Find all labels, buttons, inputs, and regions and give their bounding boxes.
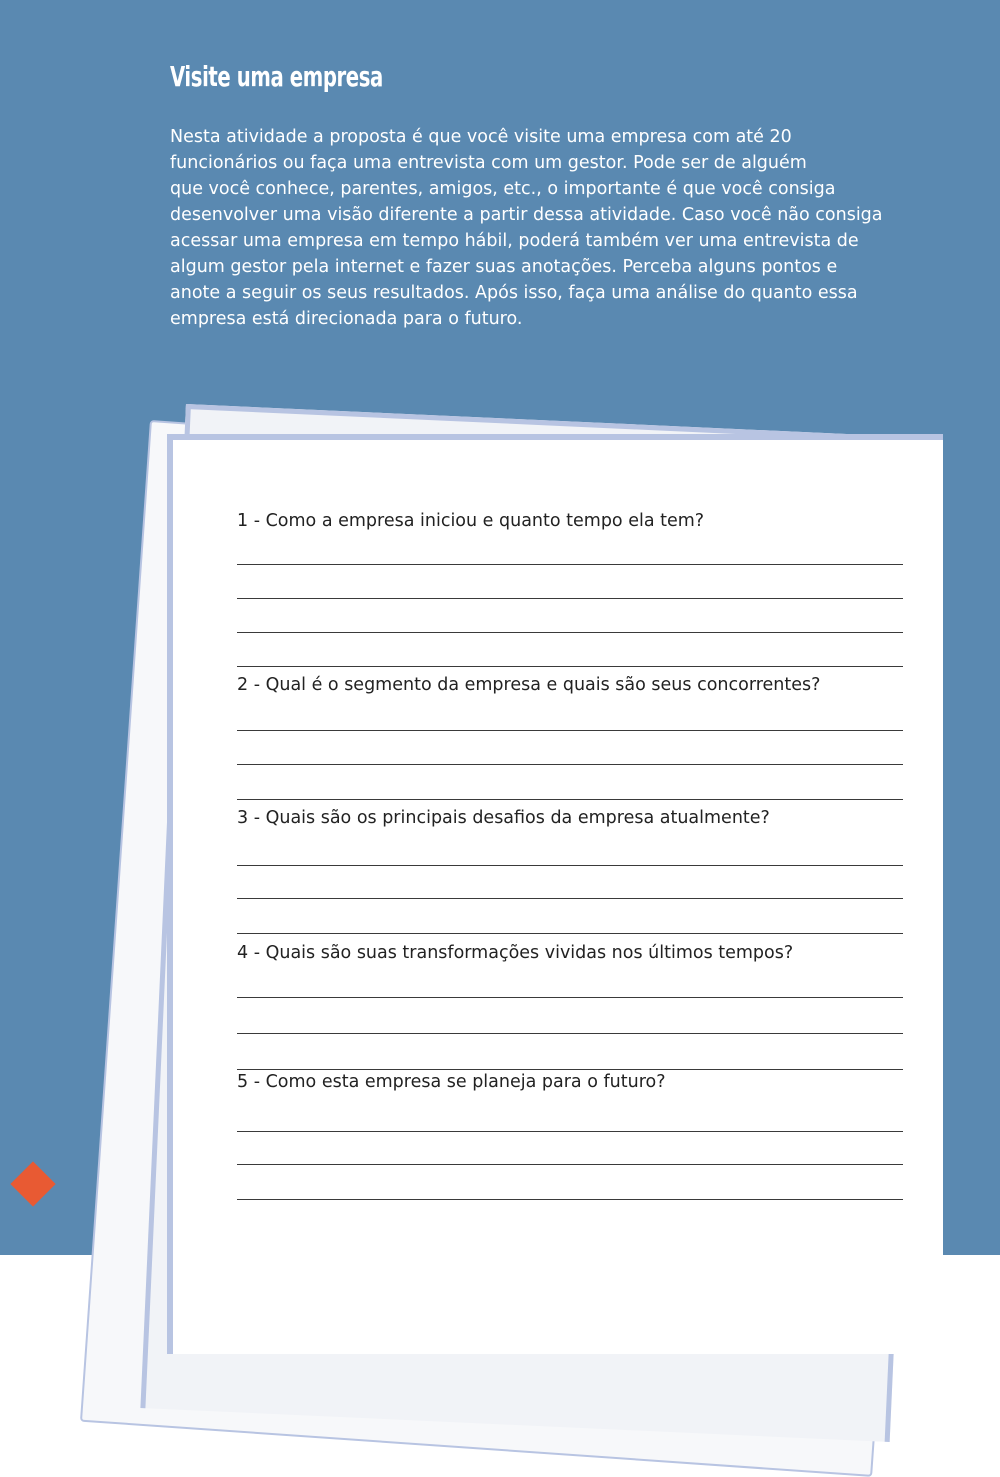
answer-line[interactable] bbox=[237, 799, 903, 800]
answer-line[interactable] bbox=[237, 1199, 903, 1200]
answer-line[interactable] bbox=[237, 1033, 903, 1034]
intro-line: algum gestor pela internet e fazer suas anotações. Perceba alguns pontos e bbox=[170, 257, 838, 277]
intro-line: funcionários ou faça uma entrevista com um gestor. Pode ser de alguém bbox=[170, 153, 807, 173]
answer-line[interactable] bbox=[237, 898, 903, 899]
intro-line: que você conhece, parentes, amigos, etc., o importante é que você consiga bbox=[170, 179, 836, 199]
intro-line: acessar uma empresa em tempo hábil, poderá também ver uma entrevista de bbox=[170, 231, 859, 251]
answer-line[interactable] bbox=[237, 1131, 903, 1132]
answer-line[interactable] bbox=[237, 997, 903, 998]
answer-line[interactable] bbox=[237, 564, 903, 565]
question-5: 5 - Como esta empresa se planeja para o futuro? bbox=[237, 1072, 666, 1092]
answer-line[interactable] bbox=[237, 933, 903, 934]
question-4: 4 - Quais são suas transformações vividas nos últimos tempos? bbox=[237, 943, 794, 963]
answer-line[interactable] bbox=[237, 666, 903, 667]
intro-line: empresa está direcionada para o futuro. bbox=[170, 309, 523, 329]
question-3: 3 - Quais são os principais desafios da empresa atualmente? bbox=[237, 808, 770, 828]
answer-line[interactable] bbox=[237, 1069, 903, 1070]
question-1: 1 - Como a empresa iniciou e quanto tempo ela tem? bbox=[237, 511, 705, 531]
intro-line: desenvolver uma visão diferente a partir dessa atividade. Caso você não consiga bbox=[170, 205, 883, 225]
page-title: Visite uma empresa bbox=[170, 60, 383, 93]
answer-line[interactable] bbox=[237, 1164, 903, 1165]
intro-paragraph bbox=[170, 124, 900, 332]
worksheet-paper bbox=[167, 434, 943, 1354]
intro-line: anote a seguir os seus resultados. Após isso, faça uma análise do quanto essa bbox=[170, 283, 858, 303]
answer-line[interactable] bbox=[237, 632, 903, 633]
answer-line[interactable] bbox=[237, 730, 903, 731]
intro-line: Nesta atividade a proposta é que você visite uma empresa com até 20 bbox=[170, 127, 792, 147]
answer-line[interactable] bbox=[237, 764, 903, 765]
answer-line[interactable] bbox=[237, 598, 903, 599]
question-2: 2 - Qual é o segmento da empresa e quais são seus concorrentes? bbox=[237, 675, 821, 695]
answer-line[interactable] bbox=[237, 865, 903, 866]
